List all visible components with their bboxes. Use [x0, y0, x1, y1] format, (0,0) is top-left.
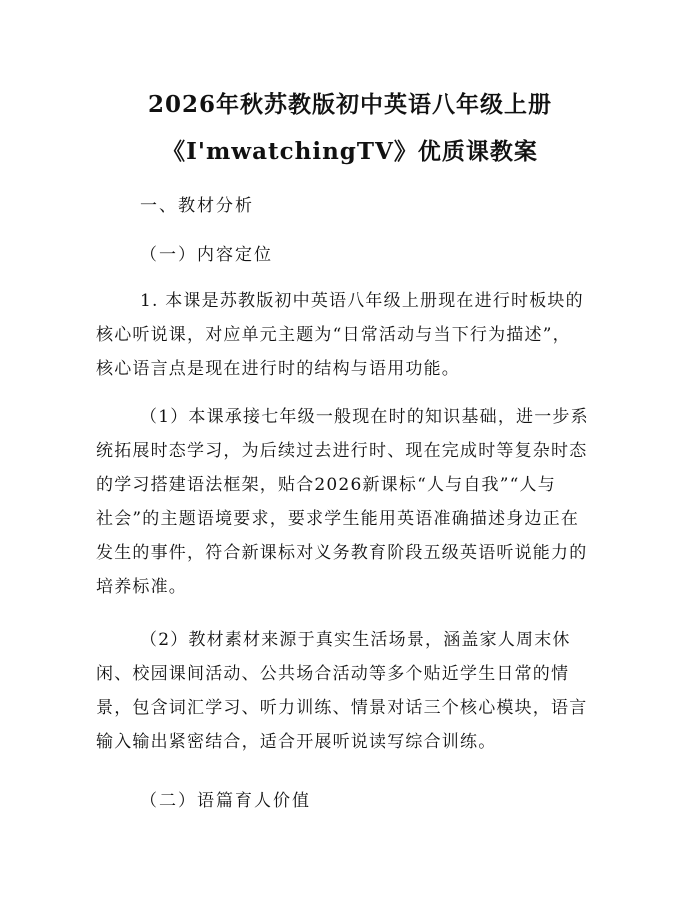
paragraph-3	[96, 623, 616, 759]
paragraph-1	[96, 284, 616, 386]
paragraph-line: 统拓展时态学习，为后续过去进行时、现在完成时等复杂时态	[96, 441, 588, 461]
subsection-heading-content-positioning: （一）内容定位	[140, 245, 273, 265]
paragraph-line: 的学习搭建语法框架，贴合2026新课标“人与自我”“人与	[96, 475, 556, 495]
paragraph-line: 核心听说课，对应单元主题为“日常活动与当下行为描述”，	[96, 325, 571, 345]
paragraph-line: （1）本课承接七年级一般现在时的知识基础，进一步系	[140, 407, 589, 427]
subsection-heading-educational-value: （二）语篇育人价值	[140, 791, 311, 811]
paragraph-line: 景，包含词汇学习、听力训练、情景对话三个核心模块，语言	[96, 698, 588, 718]
section-heading-textbook-analysis: 一、教材分析	[140, 196, 254, 216]
paragraph-line: 社会”的主题语境要求，要求学生能用英语准确描述身边正在	[96, 509, 580, 529]
paragraph-line: 闲、校园课间活动、公共场合活动等多个贴近学生日常的情	[96, 664, 570, 684]
paragraph-line: 核心语言点是现在进行时的结构与语用功能。	[96, 359, 460, 379]
paragraph-line: （2）教材素材来源于真实生活场景，涵盖家人周末休	[140, 630, 571, 650]
paragraph-line: 发生的事件，符合新课标对义务教育阶段五级英语听说能力的	[96, 543, 588, 563]
paragraph-line: 培养标准。	[96, 577, 187, 597]
paragraph-2	[96, 400, 616, 604]
paragraph-line: 输入输出紧密结合，适合开展听说读写综合训练。	[96, 732, 497, 752]
paragraph-line: 1. 本课是苏教版初中英语八年级上册现在进行时板块的	[140, 291, 584, 311]
document-title-line2: 《I'mwatchingTV》优质课教案	[162, 138, 538, 165]
document-title-line1: 2026年秋苏教版初中英语八年级上册	[147, 91, 552, 118]
